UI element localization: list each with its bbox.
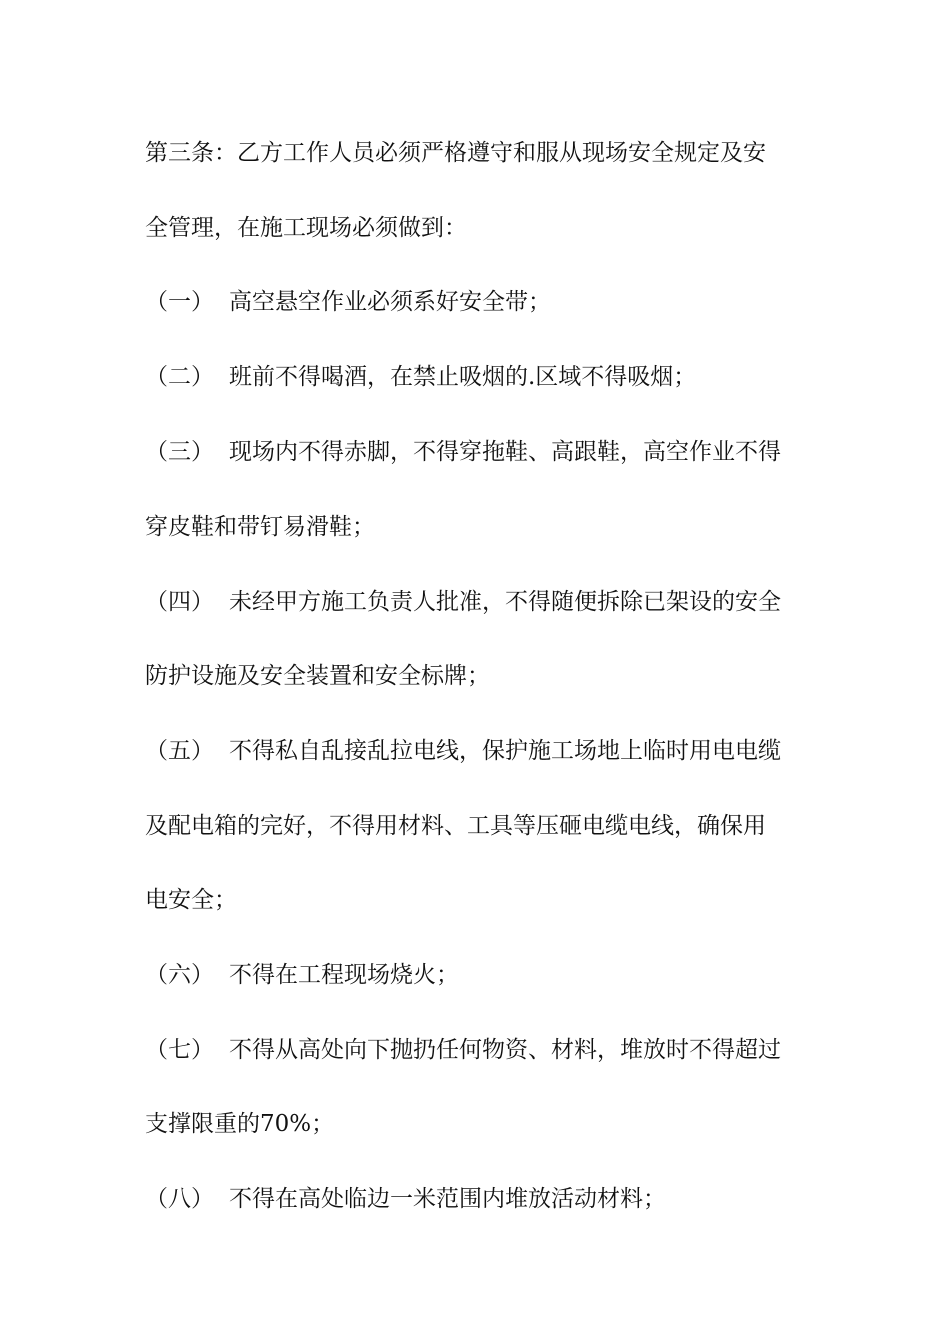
item-marker: （三） <box>145 439 214 465</box>
item-text: 未经甲方施工负责人批准，不得随便拆除已架设的安全 <box>229 589 781 615</box>
item-marker: （五） <box>145 738 214 764</box>
item-text: 现场内不得赤脚，不得穿拖鞋、高跟鞋，高空作业不得 <box>229 439 781 465</box>
list-item <box>145 1179 825 1219</box>
item-continuation: 电安全； <box>145 887 237 913</box>
item-continuation: 支撑限重的70%； <box>145 1111 335 1137</box>
list-item <box>145 432 825 472</box>
item-text: 不得在工程现场烧火； <box>229 962 459 988</box>
item-marker: （二） <box>145 364 214 390</box>
list-item <box>145 1030 825 1070</box>
item-marker: （一） <box>145 289 214 315</box>
article-intro-line-1: 第三条：乙方工作人员必须严格遵守和服从现场安全规定及安 <box>145 140 766 166</box>
item-continuation: 及配电箱的完好，不得用材料、工具等压砸电缆电线，确保用 <box>145 813 766 839</box>
item-marker: （八） <box>145 1186 214 1212</box>
list-item <box>145 282 825 322</box>
list-item <box>145 582 825 622</box>
item-text: 高空悬空作业必须系好安全带； <box>229 289 551 315</box>
item-text: 班前不得喝酒，在禁止吸烟的.区域不得吸烟； <box>229 364 697 390</box>
item-text: 不得从高处向下抛扔任何物资、材料，堆放时不得超过 <box>229 1037 781 1063</box>
item-continuation: 穿皮鞋和带钉易滑鞋； <box>145 514 375 540</box>
item-marker: （四） <box>145 589 214 615</box>
list-item <box>145 955 825 995</box>
article-intro-line-2: 全管理，在施工现场必须做到： <box>145 215 467 241</box>
item-continuation: 防护设施及安全装置和安全标牌； <box>145 663 490 689</box>
item-marker: （六） <box>145 962 214 988</box>
item-text: 不得在高处临边一米范围内堆放活动材料； <box>229 1186 666 1212</box>
item-marker: （七） <box>145 1037 214 1063</box>
list-item <box>145 357 825 397</box>
list-item <box>145 731 825 771</box>
item-text: 不得私自乱接乱拉电线，保护施工场地上临时用电电缆 <box>229 738 781 764</box>
